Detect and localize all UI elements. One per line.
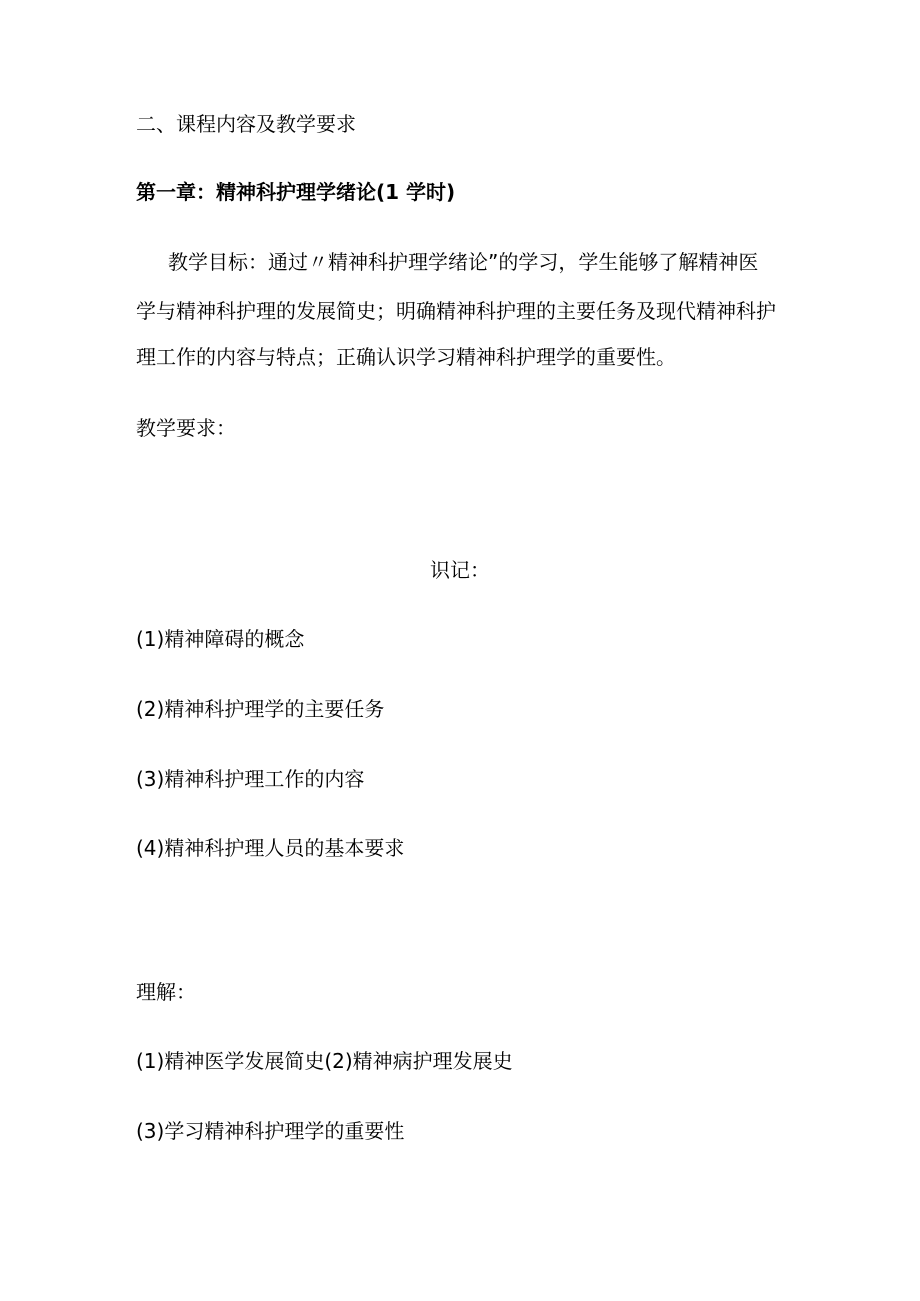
understand-label: 理解： bbox=[136, 980, 196, 1004]
list-item: (4)精神科护理人员的基本要求 bbox=[136, 836, 405, 860]
chapter-title: 第一章：精神科护理学绪论(1 学时) bbox=[136, 180, 456, 204]
list-item: (3)学习精神科护理学的重要性 bbox=[136, 1119, 405, 1143]
list-item: (1)精神医学发展简史(2)精神病护理发展史 bbox=[136, 1049, 513, 1073]
objective-line: 理工作的内容与特点；正确认识学习精神科护理学的重要性。 bbox=[136, 345, 676, 369]
list-item: (1)精神障碍的概念 bbox=[136, 627, 305, 651]
section-heading: 二、课程内容及教学要求 bbox=[136, 112, 356, 136]
list-item: (3)精神科护理工作的内容 bbox=[136, 767, 365, 791]
memorize-label: 识记： bbox=[430, 558, 490, 582]
list-item: (2)精神科护理学的主要任务 bbox=[136, 697, 385, 721]
objective-line: 学与精神科护理的发展简史；明确精神科护理的主要任务及现代精神科护 bbox=[136, 299, 776, 323]
requirements-label: 教学要求： bbox=[136, 416, 236, 440]
objective-line: 教学目标：通过〃精神科护理学绪论”的学习，学生能够了解精神医 bbox=[168, 250, 759, 274]
